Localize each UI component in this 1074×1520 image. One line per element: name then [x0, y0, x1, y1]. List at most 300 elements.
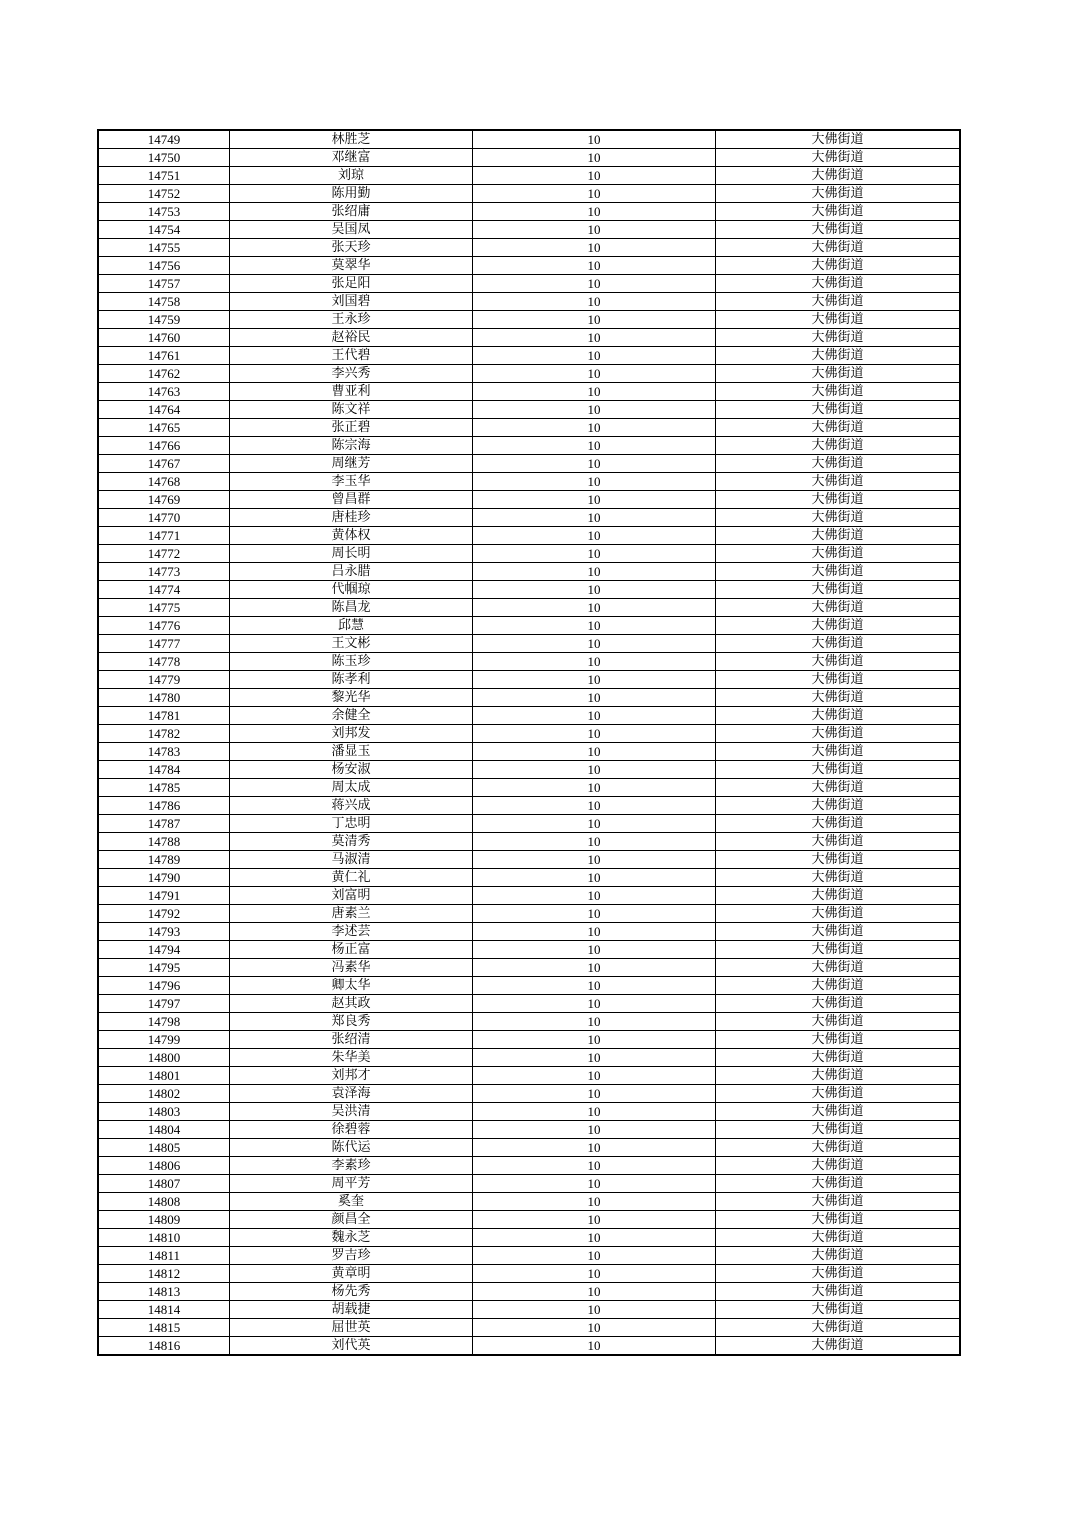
cell-person-name: 周长明: [230, 545, 473, 563]
cell-subdistrict: 大佛街道: [716, 815, 961, 833]
cell-serial-number: 14811: [98, 1247, 230, 1265]
cell-amount: 10: [473, 221, 716, 239]
cell-person-name: 徐碧蓉: [230, 1121, 473, 1139]
table-row: [98, 1193, 960, 1211]
cell-subdistrict: 大佛街道: [716, 581, 961, 599]
cell-subdistrict: 大佛街道: [716, 365, 961, 383]
cell-serial-number: 14753: [98, 203, 230, 221]
cell-subdistrict: 大佛街道: [716, 1301, 961, 1319]
cell-person-name: 张足阳: [230, 275, 473, 293]
cell-amount: 10: [473, 653, 716, 671]
cell-person-name: 杨先秀: [230, 1283, 473, 1301]
cell-amount: 10: [473, 509, 716, 527]
cell-serial-number: 14760: [98, 329, 230, 347]
cell-person-name: 邱慧: [230, 617, 473, 635]
table-row: [98, 347, 960, 365]
cell-person-name: 陈代运: [230, 1139, 473, 1157]
cell-person-name: 邓继富: [230, 149, 473, 167]
cell-serial-number: 14777: [98, 635, 230, 653]
cell-amount: 10: [473, 689, 716, 707]
cell-amount: 10: [473, 1157, 716, 1175]
table-row: [98, 959, 960, 977]
cell-subdistrict: 大佛街道: [716, 617, 961, 635]
cell-subdistrict: 大佛街道: [716, 1121, 961, 1139]
cell-subdistrict: 大佛街道: [716, 383, 961, 401]
cell-serial-number: 14759: [98, 311, 230, 329]
cell-serial-number: 14757: [98, 275, 230, 293]
table-row: [98, 725, 960, 743]
cell-serial-number: 14815: [98, 1319, 230, 1337]
cell-subdistrict: 大佛街道: [716, 311, 961, 329]
cell-person-name: 吴洪清: [230, 1103, 473, 1121]
table-row: [98, 1337, 960, 1356]
cell-subdistrict: 大佛街道: [716, 509, 961, 527]
cell-subdistrict: 大佛街道: [716, 635, 961, 653]
cell-amount: 10: [473, 833, 716, 851]
cell-subdistrict: 大佛街道: [716, 1049, 961, 1067]
table-row: [98, 545, 960, 563]
cell-person-name: 王永珍: [230, 311, 473, 329]
table-row: [98, 1121, 960, 1139]
cell-subdistrict: 大佛街道: [716, 293, 961, 311]
cell-person-name: 吴国凤: [230, 221, 473, 239]
table-row: [98, 401, 960, 419]
cell-amount: 10: [473, 275, 716, 293]
cell-serial-number: 14752: [98, 185, 230, 203]
cell-amount: 10: [473, 365, 716, 383]
cell-subdistrict: 大佛街道: [716, 1139, 961, 1157]
cell-person-name: 卿太华: [230, 977, 473, 995]
table-row: [98, 1247, 960, 1265]
cell-subdistrict: 大佛街道: [716, 1013, 961, 1031]
table-row: [98, 1157, 960, 1175]
cell-amount: 10: [473, 617, 716, 635]
cell-serial-number: 14789: [98, 851, 230, 869]
cell-person-name: 丁忠明: [230, 815, 473, 833]
cell-serial-number: 14776: [98, 617, 230, 635]
cell-amount: 10: [473, 239, 716, 257]
cell-person-name: 吕永腊: [230, 563, 473, 581]
cell-amount: 10: [473, 311, 716, 329]
cell-person-name: 李素珍: [230, 1157, 473, 1175]
cell-subdistrict: 大佛街道: [716, 1247, 961, 1265]
cell-subdistrict: 大佛街道: [716, 1265, 961, 1283]
cell-subdistrict: 大佛街道: [716, 1031, 961, 1049]
cell-amount: 10: [473, 635, 716, 653]
cell-subdistrict: 大佛街道: [716, 401, 961, 419]
cell-amount: 10: [473, 761, 716, 779]
cell-person-name: 唐素兰: [230, 905, 473, 923]
cell-amount: 10: [473, 1301, 716, 1319]
cell-serial-number: 14751: [98, 167, 230, 185]
cell-serial-number: 14758: [98, 293, 230, 311]
table-row: [98, 923, 960, 941]
cell-amount: 10: [473, 1283, 716, 1301]
cell-person-name: 杨安淑: [230, 761, 473, 779]
cell-person-name: 赵裕民: [230, 329, 473, 347]
table-row: [98, 671, 960, 689]
table-row: [98, 653, 960, 671]
cell-person-name: 曹亚利: [230, 383, 473, 401]
cell-subdistrict: 大佛街道: [716, 977, 961, 995]
cell-amount: 10: [473, 1103, 716, 1121]
cell-amount: 10: [473, 383, 716, 401]
table-row: [98, 1049, 960, 1067]
cell-subdistrict: 大佛街道: [716, 473, 961, 491]
cell-amount: 10: [473, 581, 716, 599]
cell-amount: 10: [473, 815, 716, 833]
cell-amount: 10: [473, 527, 716, 545]
cell-person-name: 杨正富: [230, 941, 473, 959]
cell-amount: 10: [473, 563, 716, 581]
cell-serial-number: 14802: [98, 1085, 230, 1103]
cell-amount: 10: [473, 1229, 716, 1247]
cell-subdistrict: 大佛街道: [716, 689, 961, 707]
cell-serial-number: 14784: [98, 761, 230, 779]
cell-serial-number: 14770: [98, 509, 230, 527]
cell-serial-number: 14762: [98, 365, 230, 383]
cell-serial-number: 14750: [98, 149, 230, 167]
table-row: [98, 149, 960, 167]
cell-subdistrict: 大佛街道: [716, 329, 961, 347]
cell-amount: 10: [473, 779, 716, 797]
table-row: [98, 1283, 960, 1301]
cell-amount: 10: [473, 257, 716, 275]
table-row: [98, 1211, 960, 1229]
cell-subdistrict: 大佛街道: [716, 1157, 961, 1175]
cell-subdistrict: 大佛街道: [716, 239, 961, 257]
cell-serial-number: 14809: [98, 1211, 230, 1229]
cell-subdistrict: 大佛街道: [716, 1319, 961, 1337]
cell-amount: 10: [473, 1247, 716, 1265]
cell-subdistrict: 大佛街道: [716, 653, 961, 671]
cell-person-name: 陈文祥: [230, 401, 473, 419]
cell-amount: 10: [473, 401, 716, 419]
cell-amount: 10: [473, 599, 716, 617]
cell-person-name: 莫翠华: [230, 257, 473, 275]
cell-person-name: 黄体权: [230, 527, 473, 545]
table-row: [98, 239, 960, 257]
cell-serial-number: 14800: [98, 1049, 230, 1067]
table-row: [98, 1229, 960, 1247]
cell-serial-number: 14749: [98, 130, 230, 149]
table-row: [98, 1319, 960, 1337]
cell-person-name: 李兴秀: [230, 365, 473, 383]
cell-subdistrict: 大佛街道: [716, 563, 961, 581]
cell-subdistrict: 大佛街道: [716, 167, 961, 185]
cell-amount: 10: [473, 437, 716, 455]
cell-subdistrict: 大佛街道: [716, 797, 961, 815]
cell-amount: 10: [473, 545, 716, 563]
cell-amount: 10: [473, 1337, 716, 1356]
table-row: [98, 1103, 960, 1121]
table-row: [98, 1067, 960, 1085]
cell-serial-number: 14813: [98, 1283, 230, 1301]
cell-subdistrict: 大佛街道: [716, 1085, 961, 1103]
cell-subdistrict: 大佛街道: [716, 671, 961, 689]
cell-serial-number: 14798: [98, 1013, 230, 1031]
table-row: [98, 509, 960, 527]
cell-subdistrict: 大佛街道: [716, 257, 961, 275]
cell-person-name: 王代碧: [230, 347, 473, 365]
table-row: [98, 1139, 960, 1157]
cell-subdistrict: 大佛街道: [716, 1175, 961, 1193]
table-row: [98, 419, 960, 437]
cell-person-name: 陈昌龙: [230, 599, 473, 617]
table-row: [98, 869, 960, 887]
cell-person-name: 周平芳: [230, 1175, 473, 1193]
table-row: [98, 1013, 960, 1031]
cell-serial-number: 14780: [98, 689, 230, 707]
cell-person-name: 刘邦发: [230, 725, 473, 743]
table-row: [98, 365, 960, 383]
cell-serial-number: 14769: [98, 491, 230, 509]
cell-subdistrict: 大佛街道: [716, 1229, 961, 1247]
table-row: [98, 833, 960, 851]
table-row: [98, 797, 960, 815]
cell-serial-number: 14805: [98, 1139, 230, 1157]
cell-person-name: 刘邦才: [230, 1067, 473, 1085]
cell-amount: 10: [473, 419, 716, 437]
cell-amount: 10: [473, 797, 716, 815]
cell-person-name: 黎光华: [230, 689, 473, 707]
cell-person-name: 陈玉珍: [230, 653, 473, 671]
cell-person-name: 张天珍: [230, 239, 473, 257]
cell-serial-number: 14768: [98, 473, 230, 491]
cell-person-name: 黄章明: [230, 1265, 473, 1283]
cell-subdistrict: 大佛街道: [716, 1337, 961, 1356]
cell-serial-number: 14790: [98, 869, 230, 887]
cell-serial-number: 14783: [98, 743, 230, 761]
cell-subdistrict: 大佛街道: [716, 707, 961, 725]
cell-person-name: 赵其政: [230, 995, 473, 1013]
table-row: [98, 977, 960, 995]
cell-amount: 10: [473, 851, 716, 869]
cell-subdistrict: 大佛街道: [716, 347, 961, 365]
cell-subdistrict: 大佛街道: [716, 1067, 961, 1085]
cell-person-name: 蒋兴成: [230, 797, 473, 815]
cell-person-name: 陈用勤: [230, 185, 473, 203]
cell-serial-number: 14801: [98, 1067, 230, 1085]
table-row: [98, 851, 960, 869]
cell-serial-number: 14803: [98, 1103, 230, 1121]
cell-person-name: 颜昌全: [230, 1211, 473, 1229]
cell-amount: 10: [473, 1175, 716, 1193]
cell-amount: 10: [473, 1265, 716, 1283]
cell-amount: 10: [473, 743, 716, 761]
table-row: [98, 941, 960, 959]
cell-subdistrict: 大佛街道: [716, 527, 961, 545]
cell-serial-number: 14804: [98, 1121, 230, 1139]
table-row: [98, 455, 960, 473]
cell-person-name: 周继芳: [230, 455, 473, 473]
cell-subdistrict: 大佛街道: [716, 130, 961, 149]
table-row: [98, 581, 960, 599]
cell-subdistrict: 大佛街道: [716, 869, 961, 887]
cell-subdistrict: 大佛街道: [716, 851, 961, 869]
cell-amount: 10: [473, 185, 716, 203]
cell-subdistrict: 大佛街道: [716, 959, 961, 977]
cell-amount: 10: [473, 203, 716, 221]
table-row: [98, 293, 960, 311]
cell-amount: 10: [473, 1319, 716, 1337]
table-row: [98, 257, 960, 275]
cell-serial-number: 14786: [98, 797, 230, 815]
cell-subdistrict: 大佛街道: [716, 743, 961, 761]
cell-person-name: 罗吉珍: [230, 1247, 473, 1265]
cell-person-name: 胡载捷: [230, 1301, 473, 1319]
cell-person-name: 潘显玉: [230, 743, 473, 761]
cell-amount: 10: [473, 149, 716, 167]
cell-person-name: 代帼琼: [230, 581, 473, 599]
cell-serial-number: 14810: [98, 1229, 230, 1247]
table-row: [98, 1301, 960, 1319]
cell-subdistrict: 大佛街道: [716, 545, 961, 563]
cell-amount: 10: [473, 329, 716, 347]
cell-serial-number: 14772: [98, 545, 230, 563]
cell-serial-number: 14764: [98, 401, 230, 419]
cell-serial-number: 14755: [98, 239, 230, 257]
cell-person-name: 屈世英: [230, 1319, 473, 1337]
cell-serial-number: 14807: [98, 1175, 230, 1193]
table-row: [98, 779, 960, 797]
cell-person-name: 陈孝利: [230, 671, 473, 689]
cell-person-name: 袁泽海: [230, 1085, 473, 1103]
cell-person-name: 余健全: [230, 707, 473, 725]
cell-serial-number: 14775: [98, 599, 230, 617]
table-row: [98, 1175, 960, 1193]
table-row: [98, 527, 960, 545]
cell-subdistrict: 大佛街道: [716, 185, 961, 203]
cell-amount: 10: [473, 725, 716, 743]
table-body: [98, 130, 960, 1355]
table-row: [98, 203, 960, 221]
cell-person-name: 张绍清: [230, 1031, 473, 1049]
cell-person-name: 张绍庸: [230, 203, 473, 221]
table-row: [98, 185, 960, 203]
cell-subdistrict: 大佛街道: [716, 599, 961, 617]
cell-amount: 10: [473, 941, 716, 959]
cell-serial-number: 14797: [98, 995, 230, 1013]
cell-serial-number: 14787: [98, 815, 230, 833]
table-row: [98, 563, 960, 581]
cell-amount: 10: [473, 1193, 716, 1211]
cell-serial-number: 14778: [98, 653, 230, 671]
cell-subdistrict: 大佛街道: [716, 995, 961, 1013]
cell-person-name: 莫清秀: [230, 833, 473, 851]
cell-amount: 10: [473, 347, 716, 365]
table-row: [98, 905, 960, 923]
cell-serial-number: 14756: [98, 257, 230, 275]
cell-serial-number: 14799: [98, 1031, 230, 1049]
cell-subdistrict: 大佛街道: [716, 419, 961, 437]
cell-subdistrict: 大佛街道: [716, 275, 961, 293]
cell-person-name: 刘富明: [230, 887, 473, 905]
cell-serial-number: 14796: [98, 977, 230, 995]
cell-amount: 10: [473, 491, 716, 509]
cell-amount: 10: [473, 1013, 716, 1031]
table-row: [98, 761, 960, 779]
cell-person-name: 周太成: [230, 779, 473, 797]
cell-subdistrict: 大佛街道: [716, 149, 961, 167]
cell-subdistrict: 大佛街道: [716, 833, 961, 851]
cell-subdistrict: 大佛街道: [716, 941, 961, 959]
cell-subdistrict: 大佛街道: [716, 1283, 961, 1301]
cell-amount: 10: [473, 869, 716, 887]
cell-subdistrict: 大佛街道: [716, 437, 961, 455]
table-row: [98, 887, 960, 905]
table-row: [98, 635, 960, 653]
cell-serial-number: 14785: [98, 779, 230, 797]
cell-subdistrict: 大佛街道: [716, 761, 961, 779]
cell-subdistrict: 大佛街道: [716, 1193, 961, 1211]
cell-serial-number: 14792: [98, 905, 230, 923]
cell-serial-number: 14779: [98, 671, 230, 689]
cell-serial-number: 14763: [98, 383, 230, 401]
table-row: [98, 221, 960, 239]
cell-serial-number: 14765: [98, 419, 230, 437]
subsidy-roster-table: [97, 129, 961, 1356]
cell-person-name: 刘国碧: [230, 293, 473, 311]
cell-serial-number: 14766: [98, 437, 230, 455]
table-row: [98, 167, 960, 185]
cell-person-name: 李玉华: [230, 473, 473, 491]
cell-amount: 10: [473, 1049, 716, 1067]
table-row: [98, 437, 960, 455]
table-row: [98, 599, 960, 617]
table-row: [98, 1085, 960, 1103]
cell-serial-number: 14795: [98, 959, 230, 977]
cell-person-name: 李述芸: [230, 923, 473, 941]
table-row: [98, 995, 960, 1013]
cell-serial-number: 14794: [98, 941, 230, 959]
cell-amount: 10: [473, 995, 716, 1013]
cell-person-name: 黄仁礼: [230, 869, 473, 887]
cell-serial-number: 14791: [98, 887, 230, 905]
cell-person-name: 冯素华: [230, 959, 473, 977]
cell-amount: 10: [473, 167, 716, 185]
cell-serial-number: 14761: [98, 347, 230, 365]
cell-serial-number: 14793: [98, 923, 230, 941]
cell-serial-number: 14814: [98, 1301, 230, 1319]
table-row: [98, 383, 960, 401]
cell-subdistrict: 大佛街道: [716, 221, 961, 239]
cell-serial-number: 14812: [98, 1265, 230, 1283]
cell-subdistrict: 大佛街道: [716, 923, 961, 941]
cell-subdistrict: 大佛街道: [716, 1103, 961, 1121]
cell-amount: 10: [473, 887, 716, 905]
cell-subdistrict: 大佛街道: [716, 1211, 961, 1229]
table-row: [98, 329, 960, 347]
cell-person-name: 林胜芝: [230, 130, 473, 149]
cell-amount: 10: [473, 293, 716, 311]
cell-amount: 10: [473, 671, 716, 689]
cell-serial-number: 14754: [98, 221, 230, 239]
cell-amount: 10: [473, 905, 716, 923]
cell-subdistrict: 大佛街道: [716, 779, 961, 797]
table-row: [98, 689, 960, 707]
table-row: [98, 491, 960, 509]
cell-subdistrict: 大佛街道: [716, 725, 961, 743]
cell-amount: 10: [473, 1085, 716, 1103]
table-row: [98, 1031, 960, 1049]
cell-person-name: 魏永芝: [230, 1229, 473, 1247]
cell-person-name: 曾昌群: [230, 491, 473, 509]
table-row: [98, 275, 960, 293]
cell-person-name: 唐桂珍: [230, 509, 473, 527]
cell-serial-number: 14806: [98, 1157, 230, 1175]
cell-person-name: 张正碧: [230, 419, 473, 437]
